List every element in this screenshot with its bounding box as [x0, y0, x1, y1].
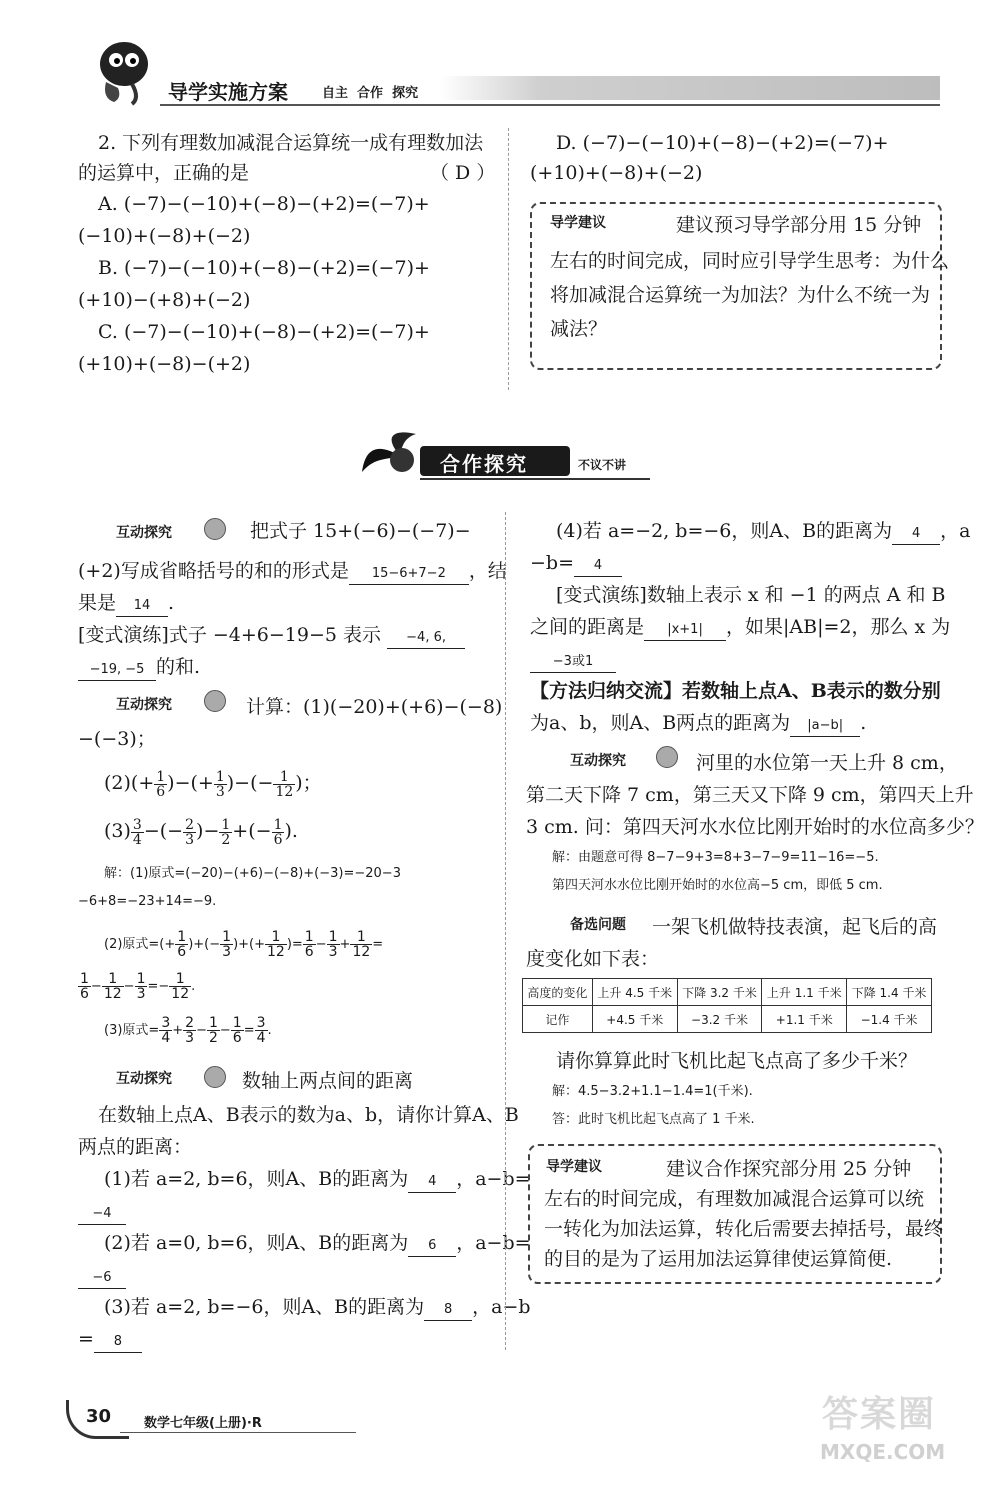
e3-line1: 在数轴上点A、B表示的数为a、b，请你计算A、B — [98, 1104, 519, 1126]
fraction — [214, 770, 227, 799]
interactive-explore-label-3: 互动探究 — [116, 1071, 172, 1087]
denominator: 4 — [132, 831, 142, 848]
denominator: 6 — [304, 944, 314, 960]
denominator: 3 — [185, 831, 195, 848]
e1-line3-text: 果是 — [78, 592, 117, 614]
variation-1-answer-a: −4, 6, — [387, 628, 465, 649]
e3-part3-answer-2: 8 — [94, 1332, 142, 1353]
e3-part1-answer: 4 — [408, 1172, 456, 1193]
table-cell: −1.4 千米 — [847, 1006, 932, 1033]
denominator: 6 — [177, 944, 187, 960]
altitude-answer: 答：此时飞机比起飞点高了 1 千米. — [552, 1112, 755, 1127]
numerator: 1 — [208, 1015, 218, 1031]
e1-line2-end: ，结 — [468, 560, 507, 582]
numerator: 1 — [222, 929, 232, 945]
fraction — [255, 1016, 268, 1045]
table-row — [523, 979, 932, 1006]
header-subtitle: 自主 合作 探究 — [322, 86, 419, 101]
fraction — [273, 770, 295, 799]
solution-line3: (2)原式=(+ $\frac{1}{6}$ )+(− $\frac{1}{3}$ )+(+ $\frac{1}{12}$ )= $\frac{1}{6}$ − $\frac{1}{3}$ + $\frac{1}{12}$ = — [104, 929, 384, 960]
fraction — [231, 1016, 244, 1045]
numerator: 1 — [136, 971, 146, 987]
e2-line2: −(−3)； — [78, 728, 156, 750]
e3-part3-equals: = — [78, 1328, 94, 1350]
e1-answer-1: 15−6+7−2 — [349, 564, 469, 585]
e1-line3 — [78, 588, 174, 619]
page-number: 30 — [86, 1406, 112, 1427]
variation-2-answer-2: −3或1 — [530, 652, 616, 673]
header-band — [440, 76, 940, 100]
denominator: 3 — [136, 986, 146, 1002]
e3-part3-text: (3)若 a=2, b=−6，则A、B的距离为 — [104, 1296, 425, 1318]
e3-part3 — [104, 1292, 531, 1323]
fraction — [131, 818, 144, 847]
option-d-line2: (+10)+(−8)+(−2) — [530, 162, 703, 184]
denominator: 12 — [267, 944, 285, 960]
watermark-url: MXQE.COM — [820, 1440, 946, 1464]
denominator: 4 — [161, 1030, 171, 1046]
section-tag: 不议不讲 — [578, 458, 627, 472]
explore-icon — [656, 746, 678, 768]
e3-part2-answer-2: −6 — [78, 1268, 126, 1289]
variation-1-end: 的和. — [156, 656, 201, 678]
explore-icon — [204, 690, 226, 712]
fraction — [350, 930, 372, 959]
variation-2-answer-1: |x+1| — [644, 620, 726, 641]
e3-part1-answer-2: −4 — [78, 1204, 126, 1225]
e3-part1 — [104, 1164, 531, 1195]
method-summary-line1: 【方法归纳交流】若数轴上点A、B表示的数分别 — [530, 680, 941, 702]
e2-part2-c: )−(− — [226, 772, 274, 794]
option-b-line2: (+10)−(+8)+(−2) — [78, 289, 251, 311]
header-rule — [160, 104, 940, 106]
e3-part2-text: (2)若 a=0, b=6，则A、B的距离为 — [104, 1232, 409, 1254]
numerator: 1 — [273, 816, 283, 833]
variation-2-line2 — [530, 612, 950, 643]
interactive-explore-label-2: 互动探究 — [116, 697, 172, 713]
guide-tip-label-1: 导学建议 — [550, 215, 606, 231]
p4-text: (4)若 a=−2, b=−6，则A、B的距离为 — [556, 520, 893, 542]
numerator: 1 — [304, 929, 314, 945]
fraction — [220, 930, 233, 959]
fraction — [219, 818, 232, 847]
numerator: 2 — [185, 1015, 195, 1031]
s4-a: =− — [147, 979, 170, 994]
fraction — [159, 1016, 172, 1045]
variation-1-line1 — [78, 620, 465, 651]
option-d-line1: D. (−7)−(−10)+(−8)−(+2)=(−7)+ — [556, 132, 889, 154]
fraction — [183, 1016, 196, 1045]
section-title: 合作探究 — [440, 452, 528, 476]
table-cell: 上升 4.5 千米 — [592, 979, 677, 1006]
water-line1: 河里的水位第一天上升 8 cm， — [696, 752, 958, 774]
e3-part2-tail: ，a−b= — [456, 1232, 531, 1254]
e2-part3-e: ). — [284, 820, 298, 842]
denominator: 3 — [215, 783, 225, 800]
fraction — [175, 930, 188, 959]
e2-part3-a: (3) — [104, 820, 131, 842]
interactive-explore-label-4: 互动探究 — [570, 753, 626, 769]
guide-tip-2-line1: 建议合作探究部分用 25 分钟 — [666, 1158, 912, 1180]
method-summary-line2: 为a、b，则A、B两点的距离为 |a−b| . — [530, 708, 866, 739]
numerator: 1 — [350, 930, 372, 945]
numerator: 2 — [185, 816, 195, 833]
numerator: 3 — [132, 816, 142, 833]
table-cell: +4.5 千米 — [592, 1006, 677, 1033]
numerator: 3 — [256, 1015, 266, 1031]
header-title: 导学实施方案 — [168, 80, 288, 104]
variation-1-text: [变式演练]式子 −4+6−19−5 表示 — [78, 624, 382, 646]
p4-tail: ，a — [940, 520, 971, 542]
e3-part1-tail: ，a−b= — [456, 1168, 531, 1190]
table-cell: +1.1 千米 — [762, 1006, 847, 1033]
denominator: 4 — [256, 1030, 266, 1046]
water-line2: 第二天下降 7 cm，第三天又下降 9 cm，第四天上升 — [526, 784, 974, 806]
water-solution-1: 解：由题意可得 8−7−9+3=8+3−7−9=11−16=−5. — [552, 850, 879, 865]
fraction — [327, 930, 340, 959]
s3-d: )= — [286, 937, 303, 952]
s3-b: )+(− — [188, 937, 221, 952]
option-b-line1: B. (−7)−(−10)+(−8)−(+2)=(−7)+ — [98, 257, 430, 279]
solution-line4: $\frac{1}{6}$ − $\frac{1}{12}$ − $\frac{1}{3}$ =− $\frac{1}{12}$ . — [80, 971, 196, 1002]
alternate-line1: 一架飞机做特技表演，起飞后的高 — [652, 916, 938, 938]
e3-part1-text: (1)若 a=2, b=6，则A、B的距离为 — [104, 1168, 409, 1190]
e3-part2 — [104, 1228, 531, 1259]
option-c-line1: C. (−7)−(−10)+(−8)−(+2)=(−7)+ — [98, 321, 430, 343]
fraction — [272, 818, 285, 847]
fraction — [265, 930, 287, 959]
book-title: 数学七年级(上册)·R — [144, 1416, 262, 1431]
fraction — [207, 1016, 220, 1045]
p4-answer: 4 — [892, 524, 940, 545]
s5-a: (3)原式= — [104, 1023, 160, 1038]
explore-icon — [204, 518, 226, 540]
footer-rule — [120, 1432, 356, 1433]
denominator: 2 — [221, 831, 231, 848]
numerator: 3 — [161, 1015, 171, 1031]
variation-2-tail: ，如果|AB|=2，那么 x 为 — [726, 616, 951, 638]
numerator: 1 — [215, 768, 225, 785]
table-cell: 高度的变化 — [523, 979, 593, 1006]
denominator: 6 — [156, 783, 166, 800]
option-a-line1: A. (−7)−(−10)+(−8)−(+2)=(−7)+ — [98, 193, 430, 215]
p4-line1 — [556, 516, 970, 547]
solution-line1: 解：(1)原式=(−20)−(+6)−(−8)+(−3)=−20−3 — [104, 866, 401, 881]
q2-answer: （ D ） — [430, 162, 496, 184]
numerator: 1 — [80, 971, 89, 987]
p4-line2 — [530, 548, 622, 579]
e2-part3-c: )− — [196, 820, 220, 842]
guide-tip-2-line3: 一转化为加法运算，转化后需要去掉括号，最终 — [544, 1218, 944, 1240]
altitude-table — [522, 978, 932, 1033]
option-a-line2: (−10)+(−8)+(−2) — [78, 225, 251, 247]
table-cell: 下降 3.2 千米 — [677, 979, 762, 1006]
numerator: 1 — [169, 972, 191, 987]
solution-line5: (3)原式= $\frac{3}{4}$ + $\frac{2}{3}$ − $\frac{1}{2}$ − $\frac{1}{6}$ = $\frac{3}{4}$ . — [104, 1015, 272, 1046]
fraction — [135, 972, 148, 1001]
fraction — [183, 818, 196, 847]
variation-1-line2 — [78, 652, 200, 683]
guide-tip-1-line4: 减法？ — [550, 318, 608, 340]
table-row — [523, 1006, 932, 1033]
water-solution-2: 第四天河水水位比刚开始时的水位高−5 cm，即低 5 cm. — [552, 878, 883, 893]
denominator: 3 — [222, 944, 232, 960]
denominator: 3 — [328, 944, 338, 960]
table-cell: 下降 1.4 千米 — [847, 979, 932, 1006]
e3-title: 数轴上两点间的距离 — [242, 1070, 414, 1092]
denominator: 6 — [232, 1030, 242, 1046]
e3-part3-tail: ，a−b — [472, 1296, 531, 1318]
numerator: 1 — [265, 930, 287, 945]
denominator: 6 — [80, 986, 89, 1002]
fraction — [102, 972, 124, 1001]
denominator: 6 — [273, 831, 283, 848]
column-divider-top — [508, 128, 509, 390]
method-summary-answer: |a−b| — [790, 716, 860, 737]
e2-part2-b: )−(+ — [167, 772, 214, 794]
fraction — [169, 972, 191, 1001]
q2-line2: 的运算中，正确的是 — [78, 162, 250, 184]
guide-tip-1-line2: 左右的时间完成，同时应引导学生思考：为什么 — [550, 250, 950, 272]
explore-icon — [204, 1066, 226, 1088]
denominator: 12 — [352, 944, 371, 960]
option-c-line2: (+10)+(−8)−(+2) — [78, 353, 251, 375]
numerator: 1 — [102, 972, 124, 987]
e2-part2-a: (2)(+ — [104, 772, 155, 794]
e1-line2-text: (+2)写成省略括号的和的形式是 — [78, 560, 349, 582]
numerator: 1 — [273, 770, 295, 785]
denominator: 12 — [103, 986, 122, 1002]
e3-line2: 两点的距离： — [78, 1136, 193, 1158]
fraction — [154, 770, 167, 799]
column-divider-bottom — [505, 512, 506, 1350]
e1-line3-end: . — [168, 592, 175, 614]
numerator: 1 — [328, 929, 338, 945]
method-summary-text: 为a、b，则A、B两点的距离为 — [530, 712, 791, 734]
interactive-explore-label-1: 互动探究 — [116, 525, 172, 541]
s3-c: )+(+ — [233, 937, 265, 952]
guide-tip-label-2: 导学建议 — [546, 1159, 602, 1175]
alternate-line2: 度变化如下表： — [526, 948, 660, 970]
numerator: 1 — [156, 768, 166, 785]
p4-answer-2: 4 — [574, 556, 622, 577]
table-cell: −3.2 千米 — [677, 1006, 762, 1033]
guide-tip-2-line2: 左右的时间完成，有理数加减混合运算可以统 — [544, 1188, 925, 1210]
variation-2-text: 之间的距离是 — [530, 616, 645, 638]
s5-b: . — [267, 1023, 272, 1038]
e2-line1: 计算：(1)(−20)+(+6)−(−8) — [246, 696, 503, 718]
numerator: 1 — [177, 929, 187, 945]
water-line3: 3 cm. 问：第四天河水水位比刚开始时的水位高多少？ — [526, 816, 984, 838]
denominator: 3 — [185, 1030, 195, 1046]
denominator: 2 — [208, 1030, 218, 1046]
s3-a: (2)原式=(+ — [104, 937, 176, 952]
guide-tip-1-line1: 建议预习导学部分用 15 分钟 — [676, 214, 922, 236]
e2-part2-d: )； — [295, 772, 322, 794]
solution-line2: −6+8=−23+14=−9. — [78, 894, 217, 909]
p4-line2-text: −b= — [530, 552, 575, 574]
numerator: 1 — [232, 1015, 242, 1031]
section-underline — [420, 478, 650, 480]
alternate-question-label: 备选问题 — [570, 917, 626, 933]
e2-part3 — [104, 816, 298, 847]
e3-part2-answer: 6 — [408, 1236, 456, 1257]
watermark-logo: 答案圈 — [822, 1394, 937, 1435]
guide-tip-1-line3: 将加减混合运算统一为加法？为什么不统一为 — [550, 284, 931, 306]
e2-part2 — [104, 768, 322, 799]
fraction — [303, 930, 316, 959]
altitude-solution: 解：4.5−3.2+1.1−1.4=1(千米). — [552, 1084, 753, 1099]
denominator: 12 — [171, 986, 190, 1002]
mascot-icon — [92, 38, 152, 106]
denominator: 12 — [275, 783, 294, 800]
e2-part3-b: −(− — [143, 820, 184, 842]
table-cell: 记作 — [523, 1006, 593, 1033]
altitude-question: 请你算算此时飞机比起飞点高了多少千米？ — [556, 1050, 918, 1072]
e1-line1: 把式子 15+(−6)−(−7)− — [250, 520, 471, 542]
e1-answer-2: 14 — [116, 596, 168, 617]
numerator: 1 — [221, 816, 231, 833]
e2-part3-d: +(− — [232, 820, 272, 842]
variation-2-line1: [变式演练]数轴上表示 x 和 −1 的两点 A 和 B — [556, 584, 946, 606]
e3-part3-answer: 8 — [424, 1300, 472, 1321]
q2-line1: 2. 下列有理数加减混合运算统一成有理数加法 — [98, 132, 484, 154]
variation-1-answer-b: −19, −5 — [78, 660, 156, 681]
e1-line2 — [78, 556, 507, 587]
table-cell: 上升 1.1 千米 — [762, 979, 847, 1006]
fraction — [78, 972, 91, 1001]
guide-tip-2-line4: 的目的是为了运用加法运算律使运算简便. — [544, 1248, 893, 1270]
